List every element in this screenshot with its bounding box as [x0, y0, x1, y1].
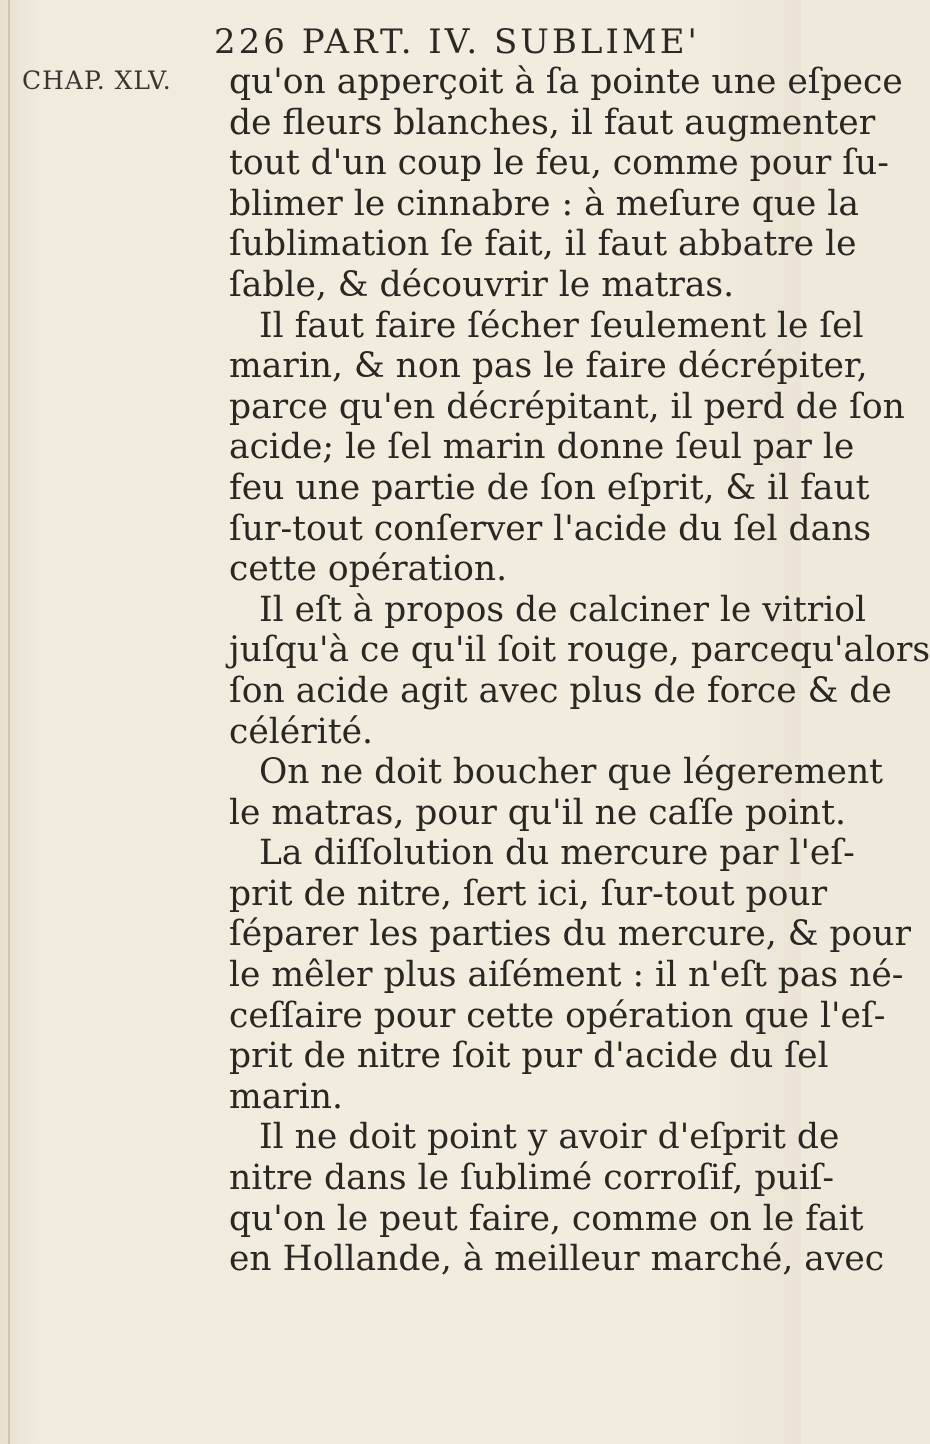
text-line: nitre dans le ſublimé corroſif, puiſ- — [229, 1158, 835, 1199]
chapter-margin-note: CHAP. XLV. — [22, 66, 172, 95]
text-line: cette opération. — [229, 549, 508, 590]
page-edge-rule — [8, 0, 10, 1444]
text-line: en Hollande, à meilleur marché, avec — [229, 1239, 885, 1280]
running-head: 226 PART. IV. SUBLIME' — [214, 22, 700, 62]
text-line: blimer le cinnabre : à meſure que la — [229, 183, 859, 224]
text-line: le matras, pour qu'il ne caſſe point. — [229, 792, 846, 833]
text-line: qu'on apperçoit à ſa pointe une eſpece — [229, 62, 903, 102]
text-line: juſqu'à ce qu'il ſoit rouge, parcequ'alors — [229, 630, 930, 671]
text-line: Il faut faire ſécher ſeulement le ſel — [259, 305, 864, 346]
text-line: On ne doit boucher que légerement — [259, 752, 884, 793]
text-line: tout d'un coup le feu, comme pour ſu- — [229, 143, 889, 184]
text-line: ſon acide agit avec plus de force & de — [229, 670, 892, 711]
body-text — [229, 62, 930, 1280]
text-line: Il eſt à propos de calciner le vitriol — [259, 589, 867, 630]
text-line: ceſſaire pour cette opération que l'eſ- — [229, 995, 886, 1036]
text-line: ſéparer les parties du mercure, & pour — [229, 914, 911, 955]
text-line: parce qu'en décrépitant, il perd de ſon — [229, 386, 905, 427]
text-line: de fleurs blanches, il faut augmenter — [229, 102, 876, 143]
text-line: prit de nitre, ſert ici, ſur-tout pour — [229, 873, 828, 914]
text-line: marin, & non pas le faire décrépiter, — [229, 346, 868, 387]
text-line: célérité. — [229, 711, 373, 752]
text-line: acide; le ſel marin donne ſeul par le — [229, 427, 855, 468]
text-line: marin. — [229, 1076, 343, 1117]
text-line: prit de nitre ſoit pur d'acide du ſel — [229, 1036, 829, 1077]
text-line: qu'on le peut faire, comme on le fait — [229, 1198, 864, 1239]
text-line: Il ne doit point y avoir d'eſprit de — [259, 1117, 840, 1158]
text-line: La diſſolution du mercure par l'eſ- — [259, 833, 855, 874]
text-line: feu une partie de ſon eſprit, & il faut — [229, 467, 870, 508]
text-line: ſublimation ſe fait, il faut abbatre le — [229, 224, 857, 265]
text-line: ſable, & découvrir le matras. — [229, 264, 735, 305]
text-line: le mêler plus aiſément : il n'eſt pas né- — [229, 955, 904, 996]
text-line: ſur-tout conſerver l'acide du ſel dans — [229, 508, 872, 549]
